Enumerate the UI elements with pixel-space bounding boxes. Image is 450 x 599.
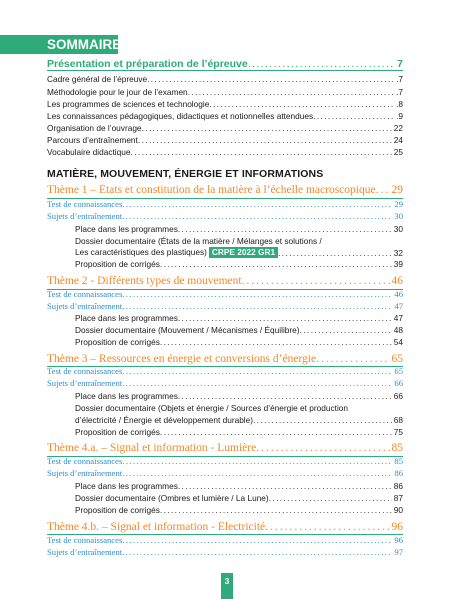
dossier-line: Dossier documentaire (États de la matière / Mélanges et solutions / bbox=[75, 236, 322, 246]
toc-item-title: Dossier documentaire (Ombres et lumière / La Lune) bbox=[75, 493, 269, 503]
dot-leader bbox=[160, 259, 392, 269]
toc-item-page: 87 bbox=[393, 493, 403, 503]
toc-item[interactable] bbox=[75, 493, 403, 503]
toc-item-page: 90 bbox=[393, 505, 403, 515]
toc-item-page: 66 bbox=[393, 391, 403, 401]
toc-entry-presentation[interactable] bbox=[47, 58, 403, 70]
dot-leader bbox=[122, 456, 392, 466]
toc-item-title: Proposition de corrigés bbox=[75, 259, 160, 269]
toc-item[interactable] bbox=[47, 74, 403, 84]
dot-leader bbox=[122, 199, 392, 209]
toc-item-title: Proposition de corrigés bbox=[75, 505, 160, 515]
toc-item-title: Cadre général de l’épreuve bbox=[47, 74, 148, 84]
subentry-title: Test de connaissances bbox=[47, 456, 123, 466]
subentry-page: 85 bbox=[394, 456, 403, 466]
dot-leader bbox=[316, 353, 389, 365]
dot-leader bbox=[178, 224, 392, 234]
theme-page: 96 bbox=[391, 521, 403, 533]
toc-entry-page: 7 bbox=[397, 58, 403, 70]
subentry-title: Test de connaissances bbox=[47, 289, 123, 299]
dossier-line: Les caractéristiques des plastiques) bbox=[75, 247, 207, 257]
toc-item-title: Proposition de corrigés bbox=[75, 427, 160, 437]
theme-page: 85 bbox=[391, 442, 403, 454]
toc-item-title bbox=[75, 247, 278, 258]
toc-item[interactable] bbox=[75, 313, 403, 323]
toc-subentry[interactable] bbox=[47, 301, 403, 311]
theme-4a-entry[interactable] bbox=[47, 442, 403, 454]
toc-item-page: 75 bbox=[393, 427, 403, 437]
toc-item-title: Méthodologie pour le jour de l’examen bbox=[47, 87, 188, 97]
toc-item-title: Place dans les programmes bbox=[75, 224, 178, 234]
theme-page: 29 bbox=[391, 184, 403, 196]
toc-item-page: 25 bbox=[393, 147, 403, 157]
subentry-page: 46 bbox=[394, 289, 403, 299]
dot-leader bbox=[122, 535, 392, 545]
dot-leader bbox=[122, 468, 392, 478]
theme-title: Thème 4.b. – Signal et information - Électricité bbox=[47, 521, 266, 533]
theme-page: 65 bbox=[391, 353, 403, 365]
toc-item-title: Place dans les programmes bbox=[75, 313, 178, 323]
dot-leader bbox=[300, 325, 392, 335]
subentry-title: Test de connaissances bbox=[47, 535, 123, 545]
subentry-title: Test de connaissances bbox=[47, 366, 123, 376]
dot-leader bbox=[122, 211, 392, 221]
toc-item[interactable] bbox=[75, 337, 403, 347]
dot-leader bbox=[248, 58, 395, 70]
subentry-title: Sujets d’entraînement bbox=[47, 301, 123, 311]
theme-title: Thème 1 – États et constitution de la matière à l’échelle macroscopique bbox=[47, 184, 376, 196]
toc-item-dossier[interactable] bbox=[75, 415, 403, 425]
theme-title: Thème 4.a. – Signal et information - Lumière bbox=[47, 442, 257, 454]
dot-leader bbox=[122, 301, 392, 311]
toc-item-page: 39 bbox=[393, 259, 403, 269]
toc-item-title: Dossier documentaire (Mouvement / Mécanismes / Équilibre) bbox=[75, 325, 300, 335]
dot-leader bbox=[147, 74, 394, 84]
dot-leader bbox=[269, 493, 392, 503]
dot-leader bbox=[178, 313, 392, 323]
toc-subentry[interactable] bbox=[47, 535, 403, 545]
dot-leader bbox=[253, 415, 392, 425]
toc-item[interactable] bbox=[75, 325, 403, 335]
toc-item-title: Vocabulaire didactique bbox=[47, 147, 131, 157]
dot-leader bbox=[122, 378, 392, 388]
toc-item[interactable] bbox=[75, 224, 403, 234]
toc-item[interactable] bbox=[75, 505, 403, 515]
theme-page: 46 bbox=[391, 275, 403, 287]
toc-subentry[interactable] bbox=[47, 378, 403, 388]
dot-leader bbox=[313, 111, 394, 121]
toc-item[interactable] bbox=[75, 481, 403, 491]
toc-item[interactable] bbox=[75, 259, 403, 269]
toc-item-page: 32 bbox=[393, 248, 403, 258]
toc-item-page: 54 bbox=[393, 337, 403, 347]
subentry-title: Sujets d’entraînement bbox=[47, 468, 123, 478]
subentry-page: 97 bbox=[394, 547, 403, 557]
toc-item-title: Proposition de corrigés bbox=[75, 337, 160, 347]
toc-item-page: 24 bbox=[393, 135, 403, 145]
toc-entry-title: Présentation et préparation de l’épreuve bbox=[47, 58, 248, 70]
dot-leader bbox=[209, 99, 394, 109]
subentry-page: 66 bbox=[394, 378, 403, 388]
toc-item-page: 30 bbox=[393, 224, 403, 234]
toc-item-page: 68 bbox=[393, 415, 403, 425]
subentry-page: 65 bbox=[394, 366, 403, 376]
dot-leader bbox=[131, 147, 392, 157]
subentry-title: Sujets d’entraînement bbox=[47, 547, 123, 557]
dot-leader bbox=[178, 481, 392, 491]
section-title: MATIÈRE, MOUVEMENT, ÉNERGIE ET INFORMATIONS bbox=[47, 168, 324, 180]
toc-item-page: .7 bbox=[396, 74, 403, 84]
dot-leader bbox=[138, 135, 392, 145]
dot-leader bbox=[160, 427, 392, 437]
toc-item-title: Organisation de l’ouvrage bbox=[47, 123, 142, 133]
toc-item[interactable] bbox=[47, 87, 403, 97]
dot-leader bbox=[256, 442, 389, 454]
toc-subentry[interactable] bbox=[47, 289, 403, 299]
toc-item-page: .8 bbox=[396, 99, 403, 109]
subentry-title: Sujets d’entraînement bbox=[47, 378, 123, 388]
crpe-badge: CRPE 2022 GR1 bbox=[209, 247, 278, 258]
toc-subentry[interactable] bbox=[47, 199, 403, 209]
dot-leader bbox=[122, 547, 392, 557]
divider bbox=[47, 70, 403, 71]
toc-item-title: Les programmes de sciences et technologie bbox=[47, 99, 210, 109]
toc-item-page: 48 bbox=[393, 325, 403, 335]
subentry-title: Test de connaissances bbox=[47, 199, 123, 209]
toc-item-page: 86 bbox=[393, 481, 403, 491]
dot-leader bbox=[265, 521, 389, 533]
subentry-page: 30 bbox=[394, 211, 403, 221]
toc-item[interactable] bbox=[47, 147, 403, 157]
toc-item[interactable] bbox=[47, 135, 403, 145]
toc-item[interactable] bbox=[47, 123, 403, 133]
dot-leader bbox=[160, 505, 392, 515]
dot-leader bbox=[188, 87, 394, 97]
sommaire-banner: SOMMAIRE bbox=[0, 35, 118, 54]
theme-2-entry[interactable] bbox=[47, 275, 403, 287]
dot-leader bbox=[122, 366, 392, 376]
dot-leader bbox=[278, 248, 392, 258]
toc-item[interactable] bbox=[75, 391, 403, 401]
toc-item[interactable] bbox=[75, 427, 403, 437]
toc-subentry[interactable] bbox=[47, 456, 403, 466]
subentry-page: 96 bbox=[394, 535, 403, 545]
theme-4b-entry[interactable] bbox=[47, 521, 403, 533]
toc-subentry[interactable] bbox=[47, 547, 403, 557]
subentry-title: Sujets d’entraînement bbox=[47, 211, 123, 221]
toc-item-title: d’électricité / Énergie et développement durable) bbox=[75, 415, 254, 425]
toc-subentry[interactable] bbox=[47, 468, 403, 478]
page-number: 3 bbox=[221, 573, 233, 599]
toc-item-page: 47 bbox=[393, 313, 403, 323]
toc-item-page: .7 bbox=[396, 87, 403, 97]
dot-leader bbox=[122, 289, 392, 299]
theme-title: Thème 2 - Différents types de mouvement bbox=[47, 275, 242, 287]
dot-leader bbox=[178, 391, 392, 401]
toc-item[interactable] bbox=[47, 111, 403, 121]
toc-item-page: .9 bbox=[396, 111, 403, 121]
theme-title: Thème 3 – Ressources en énergie et conversions d’énergie bbox=[47, 353, 317, 365]
dot-leader bbox=[142, 123, 392, 133]
toc-subentry[interactable] bbox=[47, 211, 403, 221]
theme-1-entry[interactable] bbox=[47, 184, 403, 196]
dot-leader bbox=[160, 337, 392, 347]
toc-item-title: Place dans les programmes bbox=[75, 391, 178, 401]
toc-item-title: Les connaissances pédagogiques, didactiques et notionnelles attendues bbox=[47, 111, 314, 121]
dossier-line: Dossier documentaire (Objets et énergie / Sources d’énergie et production bbox=[75, 403, 349, 413]
dot-leader bbox=[242, 275, 390, 287]
toc-subentry[interactable] bbox=[47, 366, 403, 376]
toc-item-page: 22 bbox=[393, 123, 403, 133]
toc-item-dossier[interactable] bbox=[75, 247, 403, 258]
toc-item[interactable] bbox=[47, 99, 403, 109]
subentry-page: 47 bbox=[394, 301, 403, 311]
subentry-page: 86 bbox=[394, 468, 403, 478]
toc-item-title: Parcours d’entraînement bbox=[47, 135, 138, 145]
dot-leader bbox=[376, 184, 390, 196]
toc-item-title: Place dans les programmes bbox=[75, 481, 178, 491]
theme-3-entry[interactable] bbox=[47, 353, 403, 365]
subentry-page: 29 bbox=[394, 199, 403, 209]
